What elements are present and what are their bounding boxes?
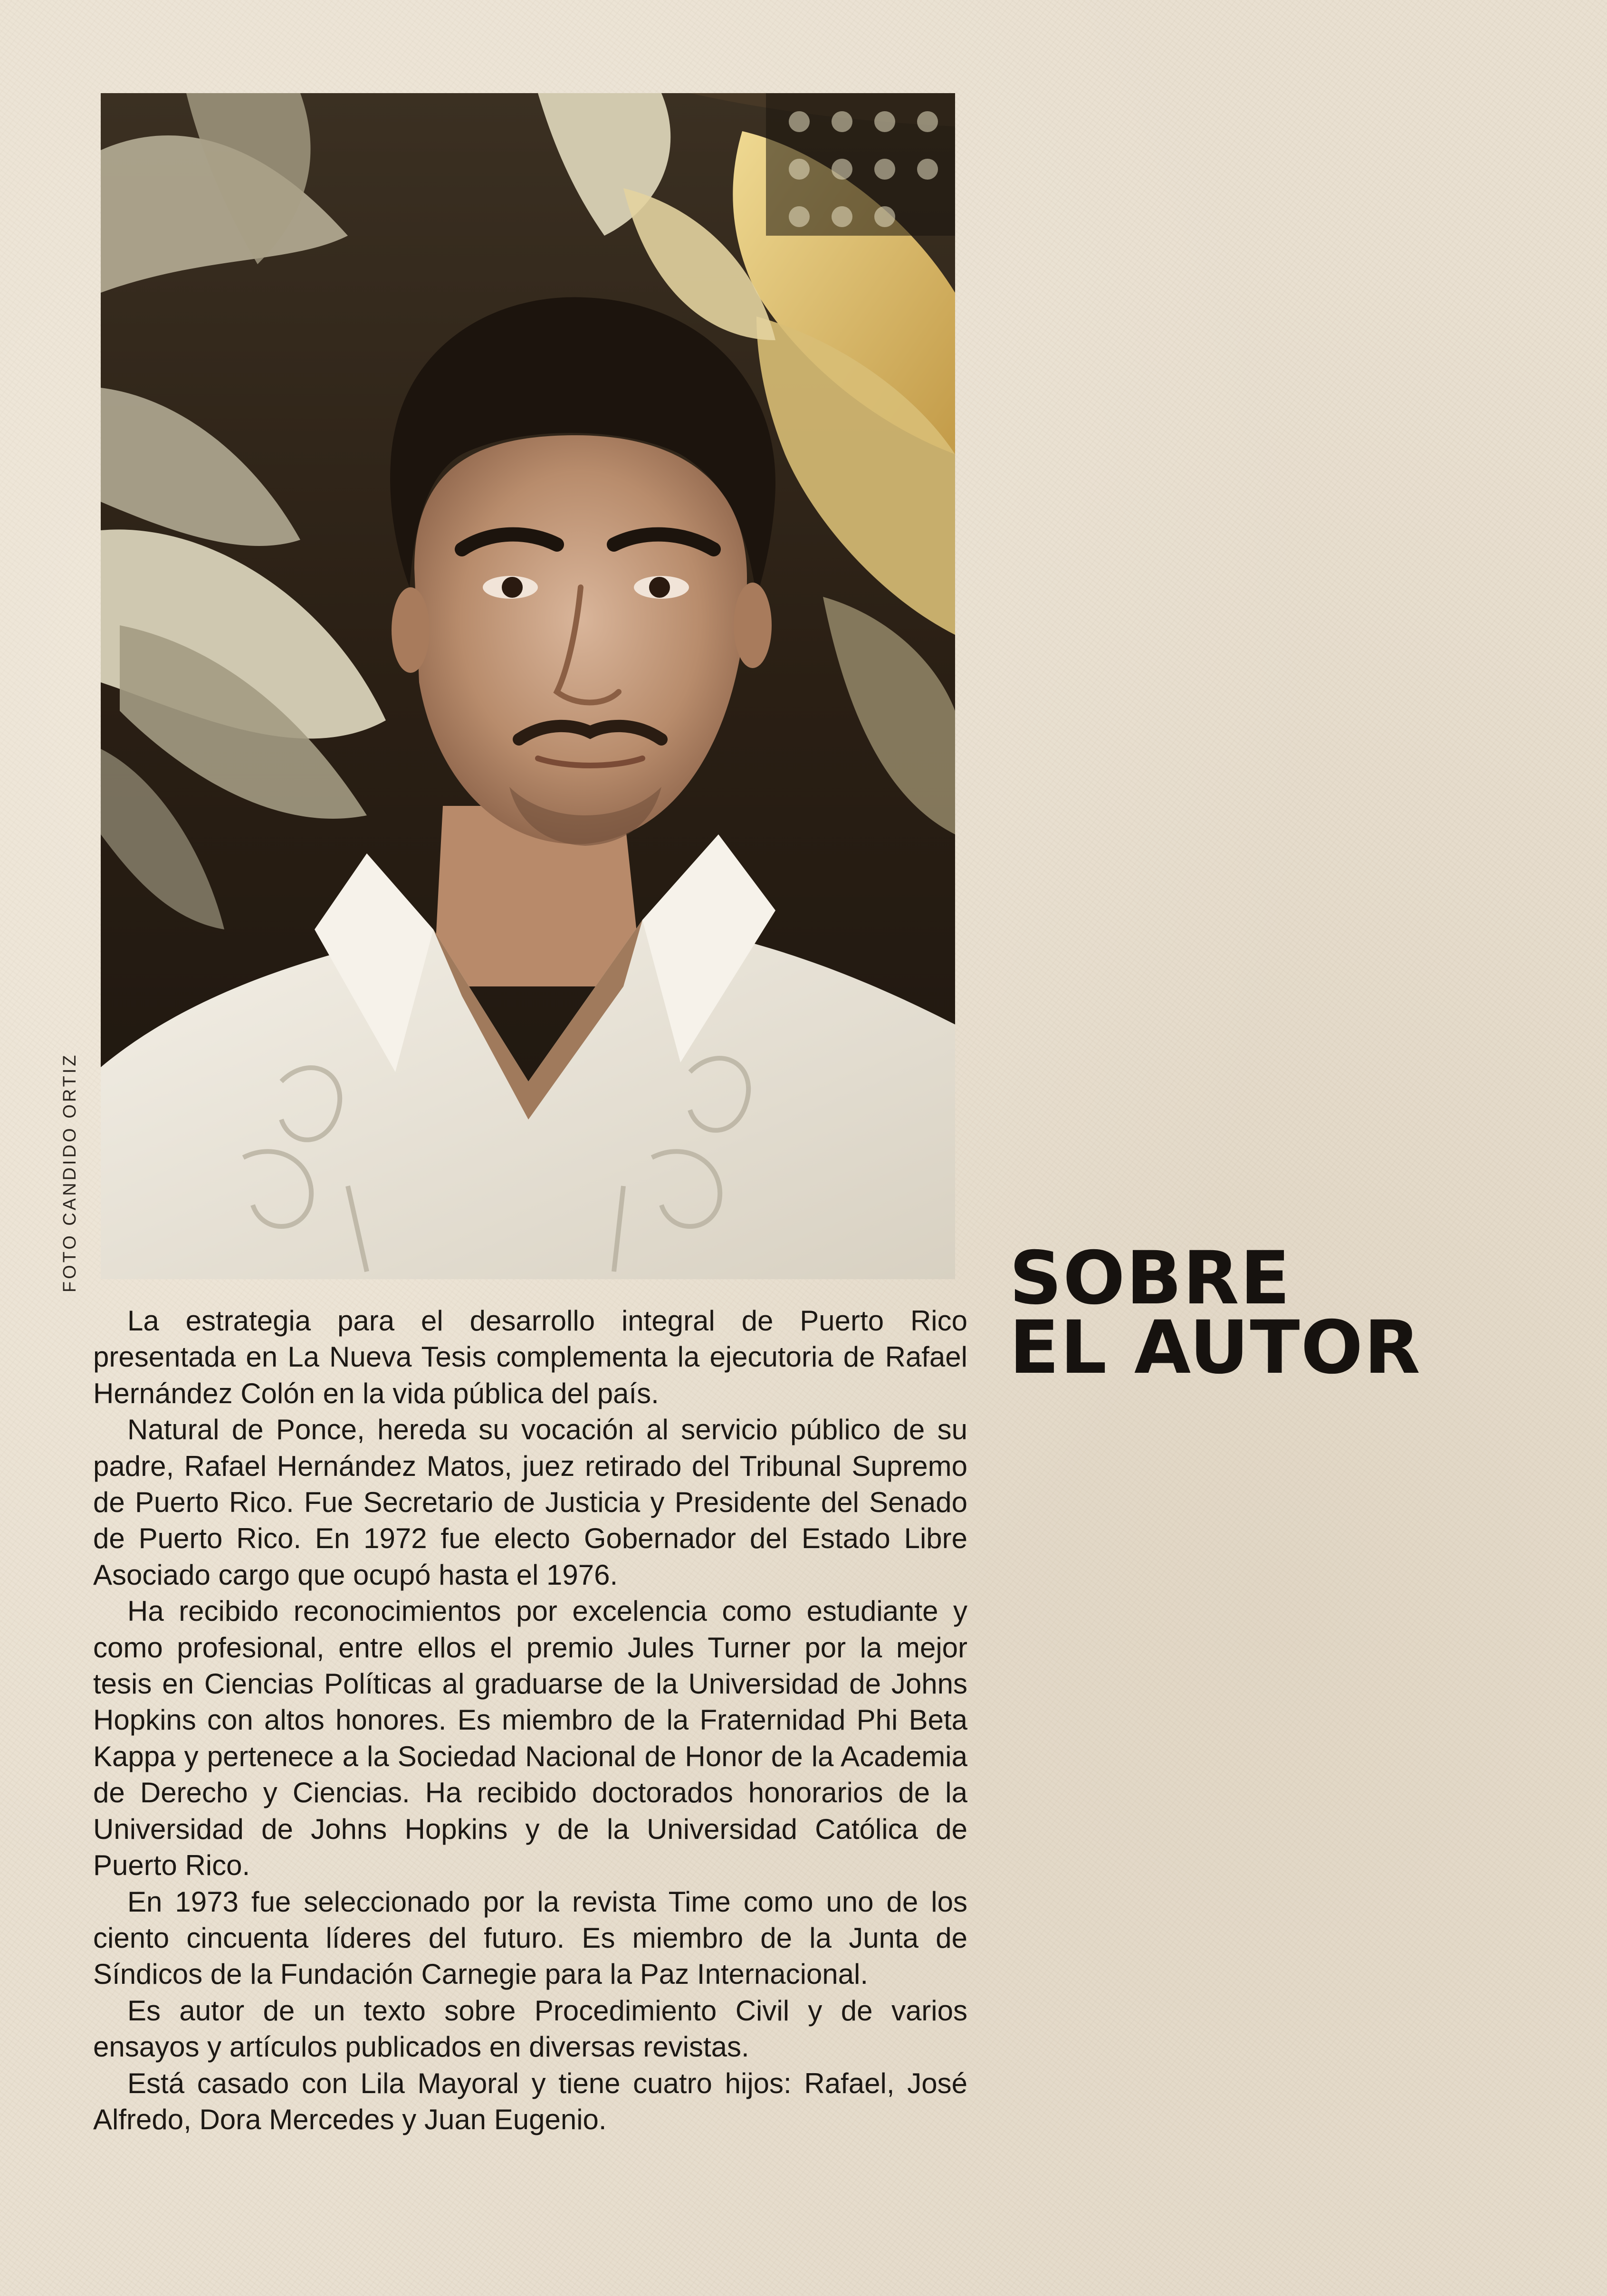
section-heading [1009, 1236, 1421, 1390]
author-bio [93, 1303, 967, 2138]
photo-credit: FOTO CANDIDO ORTIZ [60, 1052, 80, 1292]
heading-line-1: SOBRE [1009, 1236, 1291, 1321]
bio-paragraph: Natural de Ponce, hereda su vocación al servicio público de su padre, Rafael Hernández Matos, juez retirado del Tribunal Supremo de Puerto Rico. Fue Secretario de Justicia y Presidente del Senado de Puerto Rico. En 1972 fue electo Gobernador del Estado Libre Asociado cargo que ocupó hasta el 1976. [93, 1414, 967, 1591]
bio-paragraph: Es autor de un texto sobre Procedimiento Civil y de varios ensayos y artículos publicados en diversas revistas. [93, 1994, 967, 2063]
portrait-icon [101, 93, 955, 1279]
bio-paragraph: Ha recibido reconocimientos por excelencia como estudiante y como profesional, entre ellos el premio Jules Turner por la mejor tesis en Ciencias Políticas al graduarse de la Universidad de Johns Hopkins con altos honores. Es miembro de la Fraternidad Phi Beta Kappa y pertenece a la Sociedad Nacional de Honor de la Academia de Derecho y Ciencias. Ha recibido doctorados honorarios de la Universidad de Johns Hopkins y de la Universidad Católica de Puerto Rico. [93, 1595, 967, 1882]
bio-paragraph: La estrategia para el desarrollo integral de Puerto Rico presentada en La Nueva Tesis complementa la ejecutoria de Rafael Hernández Colón en la vida pública del país. [93, 1305, 967, 1409]
bio-paragraph: Está casado con Lila Mayoral y tiene cuatro hijos: Rafael, José Alfredo, Dora Mercedes y Juan Eugenio. [93, 2067, 967, 2135]
heading-line-2: EL AUTOR [1009, 1305, 1421, 1390]
bio-paragraph: En 1973 fue seleccionado por la revista Time como uno de los ciento cincuenta líderes del futuro. Es miembro de la Junta de Síndicos de la Fundación Carnegie para la Paz Internacional. [93, 1885, 967, 1990]
author-photo [101, 93, 955, 1279]
